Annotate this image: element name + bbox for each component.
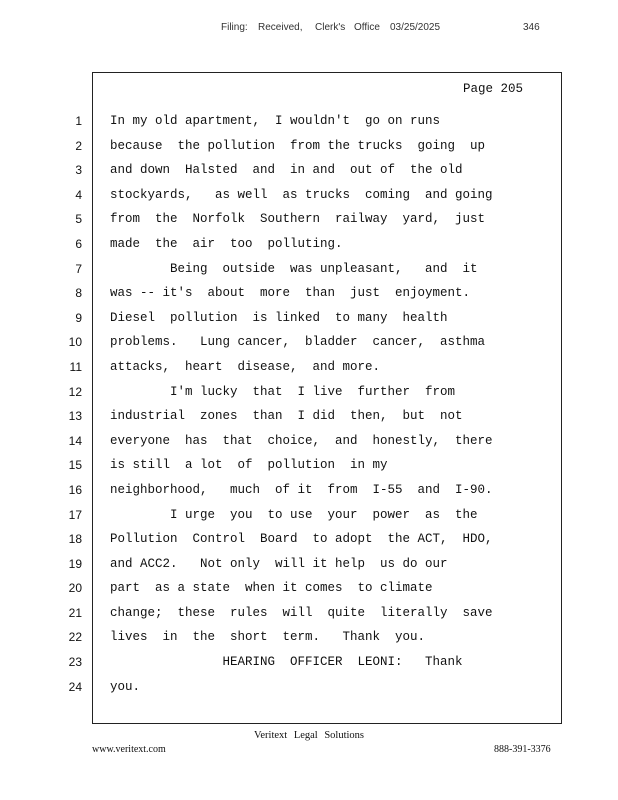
line-number: 19	[68, 556, 82, 571]
transcript-line	[0, 429, 618, 454]
transcript-line	[0, 257, 618, 282]
transcript-line	[0, 281, 618, 306]
footer-company: Veritext Legal Solutions	[253, 730, 365, 741]
line-number: 4	[75, 187, 82, 202]
transcript-line	[0, 232, 618, 257]
footer-phone: 888-391-3376	[494, 744, 551, 755]
transcript-line	[0, 552, 618, 577]
transcript-line	[0, 576, 618, 601]
line-number: 17	[68, 507, 82, 522]
line-number: 14	[68, 433, 82, 448]
line-text: Being outside was unpleasant, and it	[110, 261, 478, 276]
received-label: Received,	[258, 22, 303, 33]
line-text: stockyards, as well as trucks coming and going	[110, 187, 493, 202]
line-number: 11	[69, 359, 82, 374]
line-number: 8	[75, 286, 82, 301]
line-number: 10	[68, 335, 82, 350]
line-text: because the pollution from the trucks going up	[110, 138, 486, 153]
line-text: and down Halsted and in and out of the old	[110, 163, 463, 178]
transcript-line	[0, 355, 618, 380]
line-text: everyone has that choice, and honestly, there	[110, 433, 493, 448]
transcript-line	[0, 380, 618, 405]
line-text: industrial zones than I did then, but not	[110, 409, 463, 424]
filing-header	[0, 22, 618, 38]
line-number: 3	[75, 163, 82, 178]
line-number: 1	[75, 114, 82, 128]
line-text: HEARING OFFICER LEONI: Thank	[110, 655, 463, 670]
transcript-line	[0, 134, 618, 159]
transcript-line	[0, 330, 618, 355]
line-number: 16	[68, 482, 82, 497]
transcript-line	[0, 601, 618, 626]
line-number: 12	[68, 384, 82, 399]
transcript-line	[0, 109, 618, 134]
line-number: 15	[68, 458, 82, 473]
line-number: 7	[75, 261, 82, 276]
line-text: and ACC2. Not only will it help us do our	[110, 556, 448, 571]
line-text: from the Norfolk Southern railway yard, just	[110, 212, 486, 227]
line-number: 20	[68, 581, 82, 596]
line-text: Diesel pollution is linked to many health	[110, 310, 448, 325]
footer-website: www.veritext.com	[92, 744, 166, 755]
line-number: 6	[75, 236, 82, 251]
line-number: 24	[68, 679, 82, 694]
line-text: part as a state when it comes to climate	[110, 581, 433, 596]
clerks-label: Clerk's	[315, 22, 346, 33]
line-text: I'm lucky that I live further from	[110, 384, 456, 399]
office-label: Office	[354, 22, 380, 33]
line-text: problems. Lung cancer, bladder cancer, asthma	[110, 335, 486, 350]
line-text: lives in the short term. Thank you.	[110, 630, 426, 645]
transcript-lines	[0, 109, 618, 699]
transcript-line	[0, 404, 618, 429]
filing-date: 03/25/2025	[390, 22, 441, 33]
transcript-line	[0, 675, 618, 700]
line-text: was -- it's about more than just enjoyment.	[110, 286, 471, 301]
line-text: is still a lot of pollution in my	[110, 458, 388, 473]
line-text: made the air too polluting.	[110, 236, 343, 251]
line-number: 18	[68, 532, 82, 547]
page-label: Page 205	[463, 82, 524, 96]
sheet-number: 346	[523, 22, 540, 33]
line-number: 21	[68, 605, 82, 620]
line-text: you.	[110, 679, 141, 694]
line-number: 5	[75, 212, 82, 227]
line-text: Pollution Control Board to adopt the ACT, HDO,	[110, 532, 493, 547]
line-number: 13	[68, 409, 82, 424]
transcript-line	[0, 478, 618, 503]
line-text: attacks, heart disease, and more.	[110, 359, 381, 374]
filing-label: Filing:	[221, 22, 248, 33]
transcript-line	[0, 625, 618, 650]
transcript-line	[0, 650, 618, 675]
transcript-line	[0, 527, 618, 552]
line-number: 2	[75, 138, 82, 153]
transcript-line	[0, 453, 618, 478]
line-text: neighborhood, much of it from I-55 and I-90.	[110, 482, 493, 497]
transcript-line	[0, 306, 618, 331]
line-number: 22	[68, 630, 82, 645]
transcript-line	[0, 183, 618, 208]
line-number: 9	[75, 310, 82, 325]
line-text: In my old apartment, I wouldn't go on runs	[110, 114, 441, 128]
line-text: change; these rules will quite literally save	[110, 605, 493, 620]
transcript-line	[0, 503, 618, 528]
line-text: I urge you to use your power as the	[110, 507, 478, 522]
line-number: 23	[68, 655, 82, 670]
transcript-line	[0, 158, 618, 183]
transcript-line	[0, 207, 618, 232]
